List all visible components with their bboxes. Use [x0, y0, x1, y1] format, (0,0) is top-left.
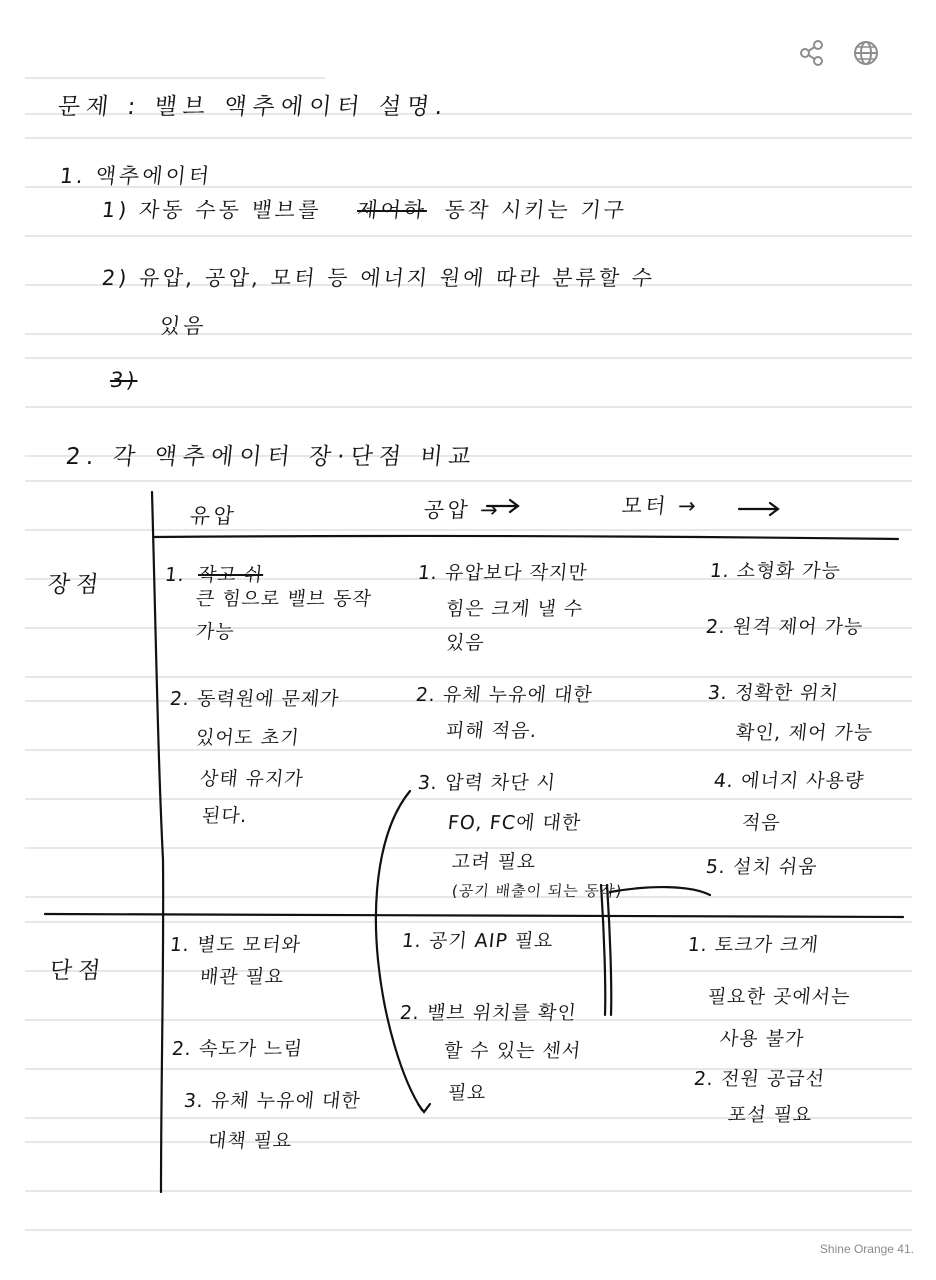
pros-motor-3-line-2: 확인, 제어 가능	[734, 722, 875, 744]
pros-pneumatic-1-line-2: 힘은 크게 낼 수	[444, 598, 585, 620]
pros-hydraulic-1-line-1	[164, 560, 265, 587]
pros-motor-4-line-1: 4. 에너지 사용량	[712, 770, 866, 792]
pros-motor-4-line-2: 적음	[740, 812, 782, 834]
section-1-heading: 1. 액추에이터	[58, 164, 214, 188]
cons-hydraulic-2: 2. 속도가 느림	[170, 1038, 304, 1060]
share-icon[interactable]	[797, 38, 827, 68]
cons-pneumatic-2-line-3: 필요	[446, 1082, 488, 1104]
section-1-item-2-line-1: 2) 유압, 공압, 모터 등 에너지 원에 따라 분류할 수	[100, 266, 657, 290]
item-1-struck-word: 제어하	[355, 198, 429, 222]
cons-pneumatic-2-line-2: 할 수 있는 센서	[442, 1040, 583, 1062]
pros-motor-1: 1. 소형화 가능	[708, 560, 842, 582]
pros-motor-2: 2. 원격 제어 가능	[704, 616, 865, 638]
pros-pneumatic-3-line-3: 고려 필요	[450, 851, 538, 873]
cons-motor-1-line-3: 사용 불가	[718, 1028, 806, 1050]
pros-hydraulic-1-struck: 작고 쉬	[196, 564, 265, 586]
pros-hydraulic-1-line-3: 가능	[194, 621, 236, 643]
section-1-item-1	[100, 194, 628, 224]
pros-hydraulic-1-line-2: 큰 힘으로 밸브 동작	[194, 588, 373, 610]
cons-hydraulic-1-line-2: 배관 필요	[198, 966, 286, 988]
cons-hydraulic-3-line-1: 3. 유체 누유에 대한	[182, 1090, 362, 1112]
item-1-prefix: 1) 자동 수동 밸브를	[100, 198, 323, 222]
section-1-item-3: 3)	[108, 368, 139, 392]
pros-hydraulic-1-number: 1.	[163, 564, 187, 586]
pros-motor-5: 5. 설치 쉬움	[704, 856, 819, 878]
row-label-pros: 장점	[46, 572, 106, 598]
pros-pneumatic-1-line-1: 1. 유압보다 작지만	[416, 562, 589, 584]
cons-motor-1-line-1: 1. 토크가 크게	[686, 934, 820, 956]
pros-hydraulic-2-line-1: 2. 동력원에 문제가	[168, 688, 341, 710]
item-1-rest: 동작 시키는 기구	[443, 198, 629, 222]
column-header-motor: 모터 →	[620, 494, 700, 518]
cons-hydraulic-1-line-1: 1. 별도 모터와	[168, 934, 302, 956]
brand-footer: Shine Orange 41.	[819, 1242, 914, 1256]
section-2-heading: 2. 각 액추에이터 장·단점 비교	[64, 444, 479, 470]
pros-motor-3-line-1: 3. 정확한 위치	[706, 682, 840, 704]
cons-motor-1-line-2: 필요한 곳에서는	[706, 986, 852, 1008]
pros-pneumatic-1-line-3: 있음	[444, 632, 486, 654]
pros-pneumatic-2-line-1: 2. 유체 누유에 대한	[414, 684, 594, 706]
row-label-cons: 단점	[48, 958, 108, 984]
cons-motor-2-line-1: 2. 전원 공급선	[692, 1068, 826, 1090]
column-header-pneumatic: 공압 →	[422, 498, 502, 522]
note-title: 문제 : 밸브 액추에이터 설명.	[56, 94, 450, 120]
pros-hydraulic-2-line-3: 상태 유지가	[198, 768, 305, 790]
pros-pneumatic-3-line-2: FO, FC에 대한	[446, 812, 583, 834]
cons-pneumatic-2-line-1: 2. 밸브 위치를 확인	[398, 1002, 578, 1024]
pros-hydraulic-2-line-4: 된다.	[200, 805, 249, 827]
globe-icon[interactable]	[851, 38, 881, 68]
cons-hydraulic-3-line-2: 대책 필요	[206, 1130, 294, 1152]
pros-pneumatic-3-line-4: (공기 배출이 되는 동작)	[451, 882, 624, 900]
pros-pneumatic-3-line-1: 3. 압력 차단 시	[416, 772, 558, 794]
section-1-item-2-line-2: 있음	[158, 314, 208, 338]
cons-motor-2-line-2: 포설 필요	[726, 1104, 814, 1126]
pros-pneumatic-2-line-2: 피해 적음.	[444, 720, 539, 742]
cons-pneumatic-1: 1. 공기 AIP 필요	[400, 930, 555, 952]
pros-hydraulic-2-line-2: 있어도 초기	[194, 727, 301, 749]
column-header-hydraulic: 유압	[188, 504, 238, 528]
